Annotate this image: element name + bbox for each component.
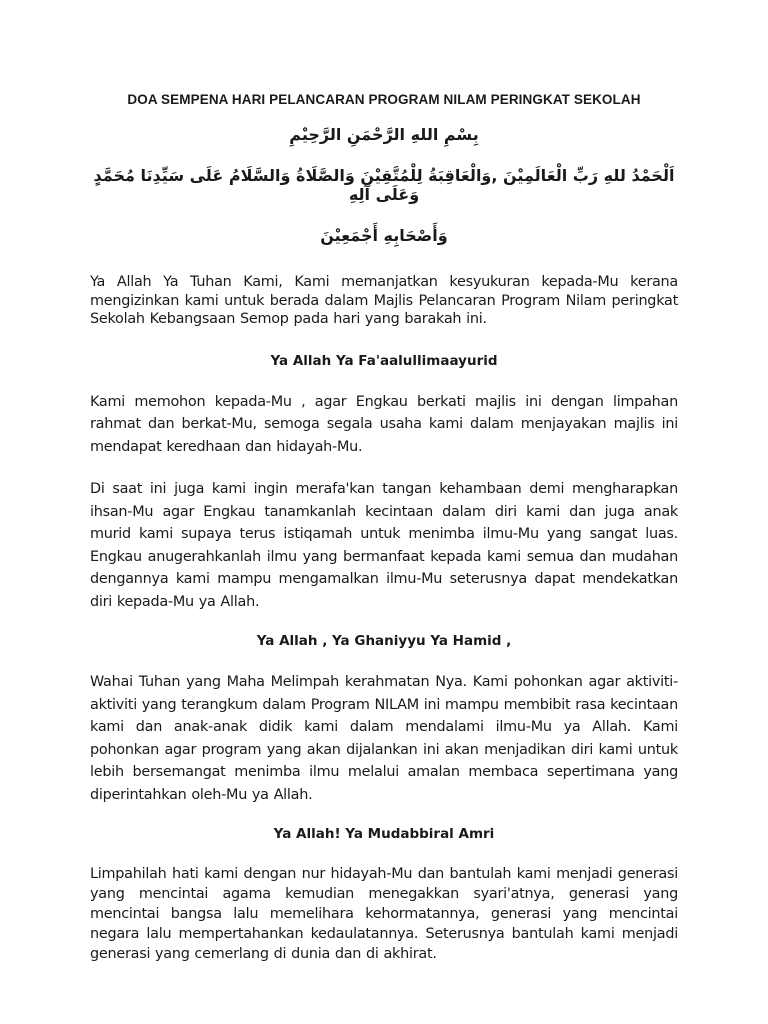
paragraph-opening: Ya Allah Ya Tuhan Kami, Kami memanjatkan kesyukuran kepada-Mu kerana mengizinkan kami untuk berada dalam Majlis Pelancaran Program Nilam peringkat Sekolah Kebangsaan Semop pada hari yang barakah ini. xyxy=(90,274,678,327)
paragraph-hope: Di saat ini juga kami ingin merafa'kan tangan kehambaan demi mengharapkan ihsan-Mu agar Engkau tanamkanlah kecintaan dalam diri kami dan juga anak murid kami supaya terus istiqamah untuk menimba ilmu-Mu yang sangat luas. Engkau anugerahkanlah ilmu yang bermanfaat kepada kami semua dan mudahan dengannya kami mampu mengamalkan ilmu-Mu seterusnya dapat mendekatkan diri kepada-Mu ya Allah. xyxy=(90,481,678,610)
document-title: DOA SEMPENA HARI PELANCARAN PROGRAM NILAM PERINGKAT SEKOLAH xyxy=(127,92,641,107)
section-heading-2: Ya Allah , Ya Ghaniyyu Ya Hamid , xyxy=(256,633,512,649)
paragraph-activities: Wahai Tuhan yang Maha Melimpah kerahmatan Nya. Kami pohonkan agar aktiviti-aktiviti yang terangkum dalam Program NILAM ini mampu membibit rasa kecintaan kami dan anak-anak didik kami dalam mendalami ilmu-Mu ya Allah. Kami pohonkan agar program yang akan dijalankan ini akan menjadikan diri kami untuk lebih bersemangat menimba ilmu melalui amalan membaca sepertimana yang diperintahkan oleh-Mu ya Allah. xyxy=(90,674,678,803)
paragraph-blessing: Kami memohon kepada-Mu , agar Engkau berkati majlis ini dengan limpahan rahmat dan berkat-Mu, semoga segala usaha kami dalam menjayakan majlis ini mendapat keredhaan dan hidayah-Mu. xyxy=(90,393,678,455)
arabic-praise-line-2: وَأَصْحَابِهِ أَجْمَعِيْنَ xyxy=(320,226,448,245)
arabic-bismillah: بِسْمِ اللهِ الرَّحْمَنِ الرَّحِيْمِ xyxy=(289,125,479,144)
paragraph-generation: Limpahilah hati kami dengan nur hidayah-Mu dan bantulah kami menjadi generasi yang mencintai agama kemudian menegakkan syari'atnya, generasi yang mencintai bangsa lalu memelihara kehormatannya, generasi yang mencintai negara lalu mempertahankan kedaulatannya. Seterusnya bantulah kami menjadi generasi yang cemerlang di dunia dan di akhirat. xyxy=(90,866,678,962)
section-heading-1: Ya Allah Ya Fa'aalullimaayurid xyxy=(270,352,498,369)
arabic-praise-line-1: اَلْحَمْدُ للهِ رَبِّ الْعَالَمِيْنَ ,وَالْعَاقِبَةُ لِلْمُتَّقِيْنَ وَالصَّلَاةُ وَالسَّلَامُ عَلَى سَيِّدِنَا مُحَمَّدٍ وَعَلَى آلِهِ xyxy=(93,166,675,204)
section-heading-3: Ya Allah! Ya Mudabbiral Amri xyxy=(273,826,495,842)
